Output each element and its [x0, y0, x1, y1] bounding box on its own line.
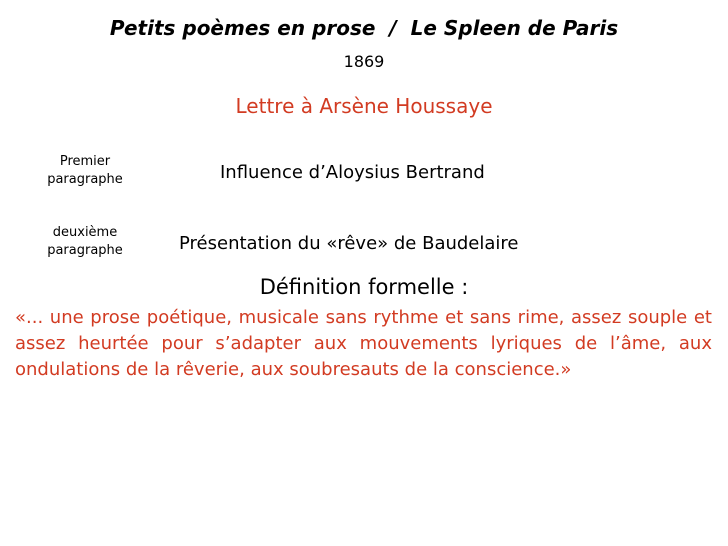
- definition-heading: Définition formelle :: [259, 275, 469, 299]
- slide-title: [0, 16, 728, 40]
- paragraph-topic-second: Présentation du «rêve» de Baudelaire: [179, 233, 519, 254]
- paragraph-label-first: Premier paragraphe: [47, 154, 123, 187]
- letter-title: Lettre à Arsène Houssaye: [235, 94, 493, 118]
- title-separator: /: [389, 16, 397, 40]
- title-petits-poemes: Petits poèmes en prose: [109, 16, 376, 40]
- publication-year: 1869: [343, 52, 385, 71]
- paragraph-topic-first: Influence d’Aloysius Bertrand: [220, 162, 485, 183]
- definition-quote: «... une prose poétique, musicale sans rythme et sans rime, assez souple et assez heurtée pour s’adapter aux mouvements lyriques de l’âme, aux ondulations de la rêverie, aux soubresauts de la conscience.»: [15, 307, 712, 380]
- title-spleen-de-paris: Le Spleen de Paris: [410, 16, 619, 40]
- paragraph-label-second: deuxième paragraphe: [47, 225, 123, 258]
